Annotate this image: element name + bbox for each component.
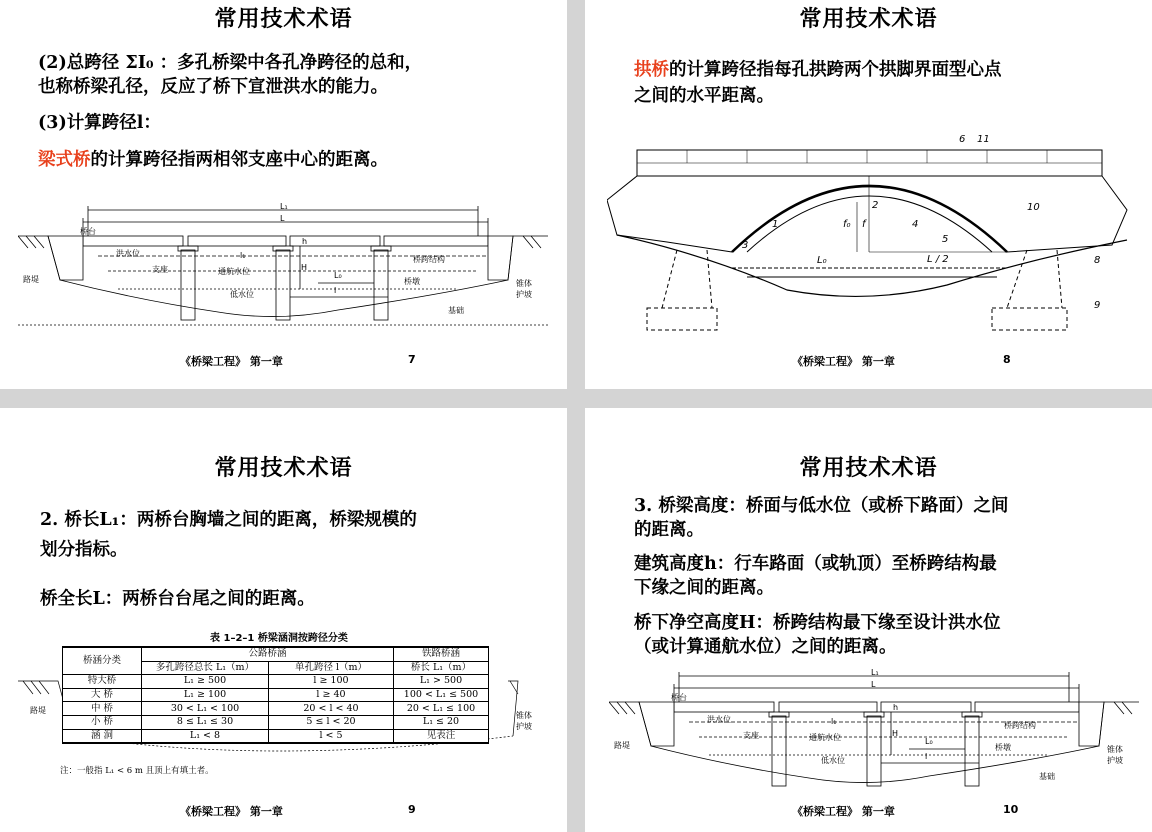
label-5: 5 [942,234,949,245]
l-label: l [925,752,928,761]
abutment-label: 桥台 [80,227,96,236]
l-label: l [334,286,337,295]
arch-bridge-text [634,58,1002,83]
footer-book: 《桥梁工程》 第一章 [180,805,283,818]
pier-label: 桥墩 [404,277,420,286]
bridge-height-text-2: 的距离。 [634,520,704,540]
clearance-text-2: （或计算通航水位）之间的距离。 [634,637,897,657]
table-note: 注：一般指 L₁ < 6 m 且顶上有填土者。 [60,766,214,776]
label-2: 2 [872,200,879,211]
arch-bridge-text-2: 之间的水平距离。 [634,86,774,106]
l1-label: l₁ [831,717,837,726]
label-half-span: L / 2 [927,254,949,265]
pier-label: 桥墩 [995,743,1011,752]
slide-title: 常用技术术语 [799,455,938,481]
nav-level-label: 通航水位 [809,733,841,742]
foundation-label: 基础 [448,306,464,315]
bridge-classification-table [62,646,489,744]
clearance-text: 桥下净空高度H：桥跨结构最下缘至设计洪水位 [634,613,1001,633]
table-cell: L₁ ≤ 20 [394,715,489,729]
h-label: h [893,703,899,712]
label-f0: f₀ [843,219,851,230]
cone-slope-label-2: 护坡 [516,290,532,299]
bridge-length-text: 2. 桥长L₁：两桥台胸墙之间的距离，桥梁规模的 [40,510,417,530]
bridge-diagram [609,666,1139,796]
table-header-road: 公路桥涵 [142,647,394,661]
cone-slope-label: 锥体 [516,279,532,288]
H-label: H [892,729,899,738]
label-l0: L₀ [817,255,827,266]
table-header-length: 桥长 L₁（m） [394,661,489,675]
cone-slope-label-2: 护坡 [1107,756,1123,765]
table-row [63,675,489,689]
l0-label: L₀ [334,271,342,280]
table-header-class: 桥涵分类 [63,647,142,675]
table-row [63,729,489,743]
flood-level-label: 洪水位 [116,249,140,258]
building-height-text-2: 下缘之间的距离。 [634,578,774,598]
bridge-diagram [18,200,548,330]
low-level-label: 低水位 [230,290,254,299]
bridge-length-text-2: 划分指标。 [40,540,128,560]
beam-bridge-text [38,148,388,173]
label-8: 8 [1094,255,1101,266]
table-cell: L₁ > 500 [394,675,489,689]
embankment-label: 路堤 [30,706,46,715]
footer-page: 10 [1003,803,1019,816]
beam-bridge-term: 梁式桥 [38,150,91,170]
label-10: 10 [1027,202,1040,213]
slide-8[interactable] [585,0,1152,389]
l1-label: l₁ [240,251,246,260]
slide-title: 常用技术术语 [214,455,353,481]
table-row [63,688,489,702]
slide-7[interactable] [0,0,567,389]
label-4: 4 [912,219,919,230]
table-row [63,715,489,729]
total-length-text: 桥全长L：两桥台台尾之间的距离。 [40,589,315,609]
H-label: H [301,263,308,272]
table-cell: L₁ < 8 [142,729,269,743]
table-cell: 小 桥 [63,715,142,729]
table-cell: L₁ ≥ 100 [142,688,269,702]
table-header-total: 多孔跨径总长 L₁（m） [142,661,269,675]
l-dim-label: L [871,680,876,689]
slide-10[interactable] [585,408,1152,832]
cone-slope-label: 锥体 [1107,745,1123,754]
cone-slope-label: 锥体 [516,711,532,720]
table-cell: 见表注 [394,729,489,743]
arch-bridge-diagram [607,130,1147,340]
cone-slope-label-2: 护坡 [516,722,532,731]
footer-book: 《桥梁工程》 第一章 [792,805,895,818]
support-label: 支座 [743,731,759,740]
foundation-label: 基础 [1039,772,1055,781]
building-height-text: 建筑高度h：行车路面（或轨顶）至桥跨结构最 [634,554,997,574]
footer-book: 《桥梁工程》 第一章 [180,355,283,368]
table-cell: l ≥ 40 [269,688,394,702]
table-cell: 中 桥 [63,702,142,716]
total-span-text-2: 也称桥梁孔径，反应了桥下宣泄洪水的能力。 [38,77,388,97]
table-cell: 20 < L₁ ≤ 100 [394,702,489,716]
support-label: 支座 [152,265,168,274]
table-cell: 30 < L₁ < 100 [142,702,269,716]
beam-bridge-definition: 的计算跨径指两相邻支座中心的距离。 [90,150,388,170]
low-level-label: 低水位 [821,756,845,765]
label-3: 3 [742,240,749,251]
table-cell: 20 < l < 40 [269,702,394,716]
label-1: 1 [772,219,779,230]
table-cell: L₁ ≥ 500 [142,675,269,689]
table-cell: 5 ≤ l < 20 [269,715,394,729]
arch-bridge-term: 拱桥 [634,60,669,80]
table-cell: 100 < L₁ ≤ 500 [394,688,489,702]
slide-title: 常用技术术语 [799,6,938,32]
l-dim-label: L [280,214,285,223]
footer-page: 9 [408,803,416,816]
arch-bridge-definition: 的计算跨径指每孔拱跨两个拱脚界面型心点 [669,60,1002,80]
footer-page: 8 [1003,353,1011,366]
footer-book: 《桥梁工程》 第一章 [792,355,895,368]
table-header-single: 单孔跨径 l（m） [269,661,394,675]
calc-span-heading: (3)计算跨径l： [38,113,161,133]
bridge-height-text: 3. 桥梁高度：桥面与低水位（或桥下路面）之间 [634,496,1009,516]
total-span-text: (2)总跨径 ΣI₀ ：多孔桥梁中各孔净跨径的总和， [38,53,423,73]
label-f: f [862,219,866,230]
table-title: 表 1–2–1 桥梁涵洞按跨径分类 [210,633,348,644]
table-cell: 大 桥 [63,688,142,702]
abutment-label: 桥台 [671,693,687,702]
table-cell: 涵 洞 [63,729,142,743]
table-header-rail: 铁路桥涵 [394,647,489,661]
span-structure-label: 桥跨结构 [1004,721,1036,730]
label-9: 9 [1094,300,1101,311]
nav-level-label: 通航水位 [218,267,250,276]
label-6: 6 [959,134,966,145]
table-cell: l < 5 [269,729,394,743]
table-cell: 特大桥 [63,675,142,689]
l0-label: L₀ [925,737,933,746]
table-cell: 8 ≤ L₁ ≤ 30 [142,715,269,729]
l1-dim-label: L₁ [280,202,288,211]
footer-page: 7 [408,353,416,366]
table-row [63,702,489,716]
table-cell: l ≥ 100 [269,675,394,689]
embankment-label: 路堤 [614,741,630,750]
embankment-label: 路堤 [23,275,39,284]
h-label: h [302,237,308,246]
flood-level-label: 洪水位 [707,715,731,724]
slide-title: 常用技术术语 [214,6,353,32]
l1-dim-label: L₁ [871,668,879,677]
label-11: 11 [977,134,990,145]
slide-9[interactable] [0,408,567,832]
span-structure-label: 桥跨结构 [413,255,445,264]
